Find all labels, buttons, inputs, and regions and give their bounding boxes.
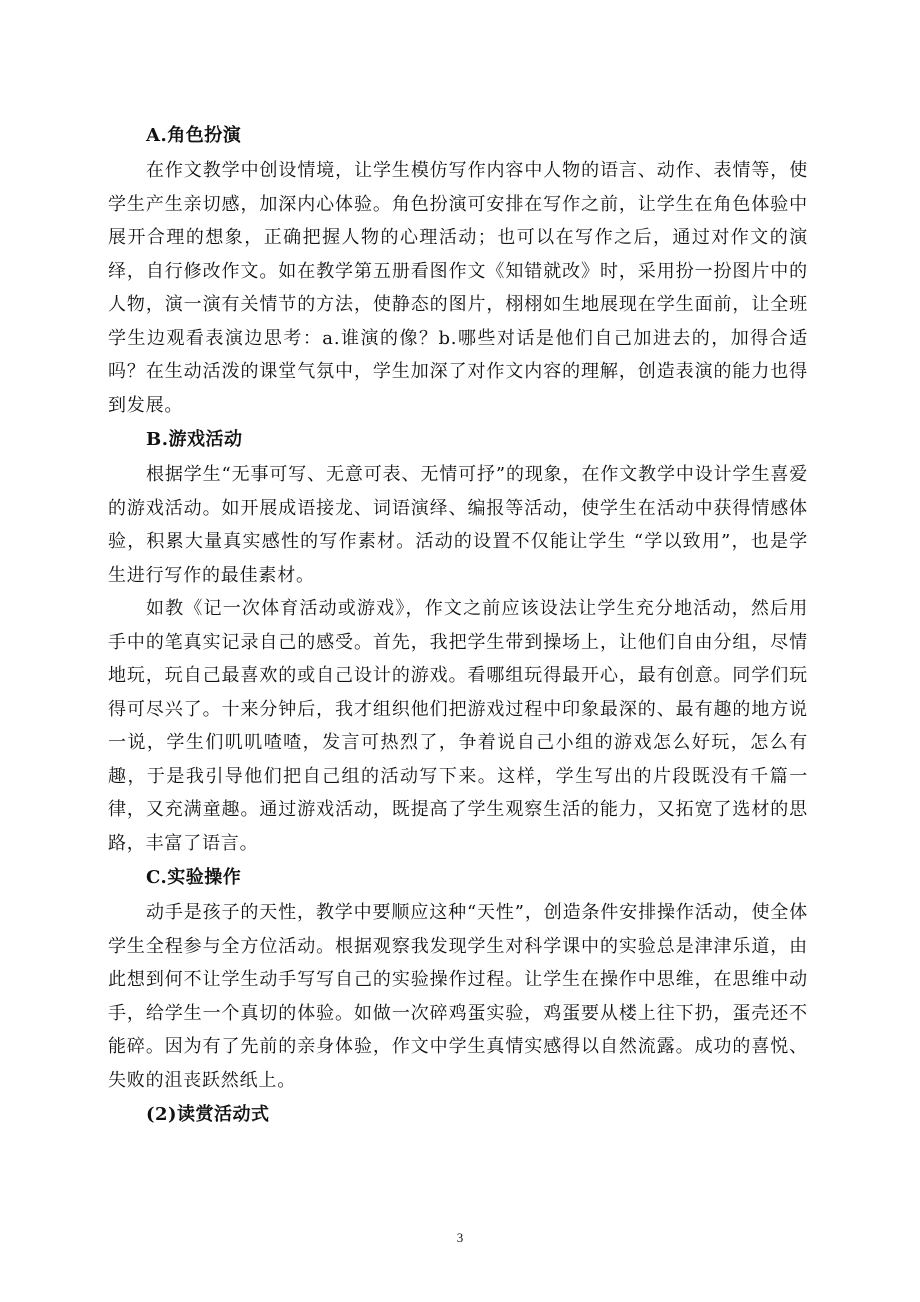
paragraph-experiment: 动手是孩子的天性，教学中要顺应这种“天性”，创造条件安排操作活动，使全体学生全程参与全方位活动。根据观察我发现学生对科学课中的实验总是津津乐道，由此想到何不让学生动手写写自己的实验操作过程。让学生在操作中思维，在思维中动手，给学生一个真切的体验。如做一次碎鸡蛋实验，鸡蛋要从楼上往下扔，蛋壳还不能碎。因为有了先前的亲身体验，作文中学生真情实感得以自然流露。成功的喜悦、失败的沮丧跃然纸上。: [108, 902, 808, 1091]
page-content: [108, 118, 808, 1133]
paragraph-role-play: 在作文教学中创设情境，让学生模仿写作内容中人物的语言、动作、表情等，使学生产生亲切感，加深内心体验。角色扮演可安排在写作之前，让学生在角色体验中展开合理的想象，正确把握人物的心理活动；也可以在写作之后，通过对作文的演绎，自行修改作文。如在教学第五册看图作文《知错就改》时，采用扮一扮图片中的人物，演一演有关情节的方法，使静态的图片，栩栩如生地展现在学生面前，让全班学生边观看表演边思考：a.谁演的像？b.哪些对话是他们自己加进去的，加得合适吗？在生动活泼的课堂气氛中，学生加深了对作文内容的理解，创造表演的能力也得到发展。: [108, 160, 808, 416]
section-heading-b: B.游戏活动: [146, 429, 243, 450]
paragraph-sports-example: 如教《记一次体育活动或游戏》，作文之前应该设法让学生充分地活动，然后用手中的笔真实记录自己的感受。首先，我把学生带到操场上，让他们自由分组，尽情地玩，玩自己最喜欢的或自己设计的游戏。看哪组玩得最开心，最有创意。同学们玩得可尽兴了。十来分钟后，我才组织他们把游戏过程中印象最深的、最有趣的地方说一说，学生们叽叽喳喳，发言可热烈了，争着说自己小组的游戏怎么好玩，怎么有趣，于是我引导他们把自己组的活动写下来。这样，学生写出的片段既没有千篇一律，又充满童趣。通过游戏活动，既提高了学生观察生活的能力，又拓宽了选材的思路，丰富了语言。: [108, 598, 808, 854]
section-heading-reading: (2)读赏活动式: [146, 1104, 270, 1125]
page-number: 3: [456, 1230, 464, 1245]
section-heading-c: C.实验操作: [146, 867, 242, 888]
paragraph-game-activity: 根据学生“无事可写、无意可表、无情可抒”的现象，在作文教学中设计学生喜爱的游戏活动。如开展成语接龙、词语演绎、编报等活动，使学生在活动中获得情感体验，积累大量真实感性的写作素材。活动的设置不仅能让学生 “学以致用”，也是学生进行写作的最佳素材。: [108, 464, 808, 586]
section-heading-a: A.角色扮演: [146, 125, 242, 146]
